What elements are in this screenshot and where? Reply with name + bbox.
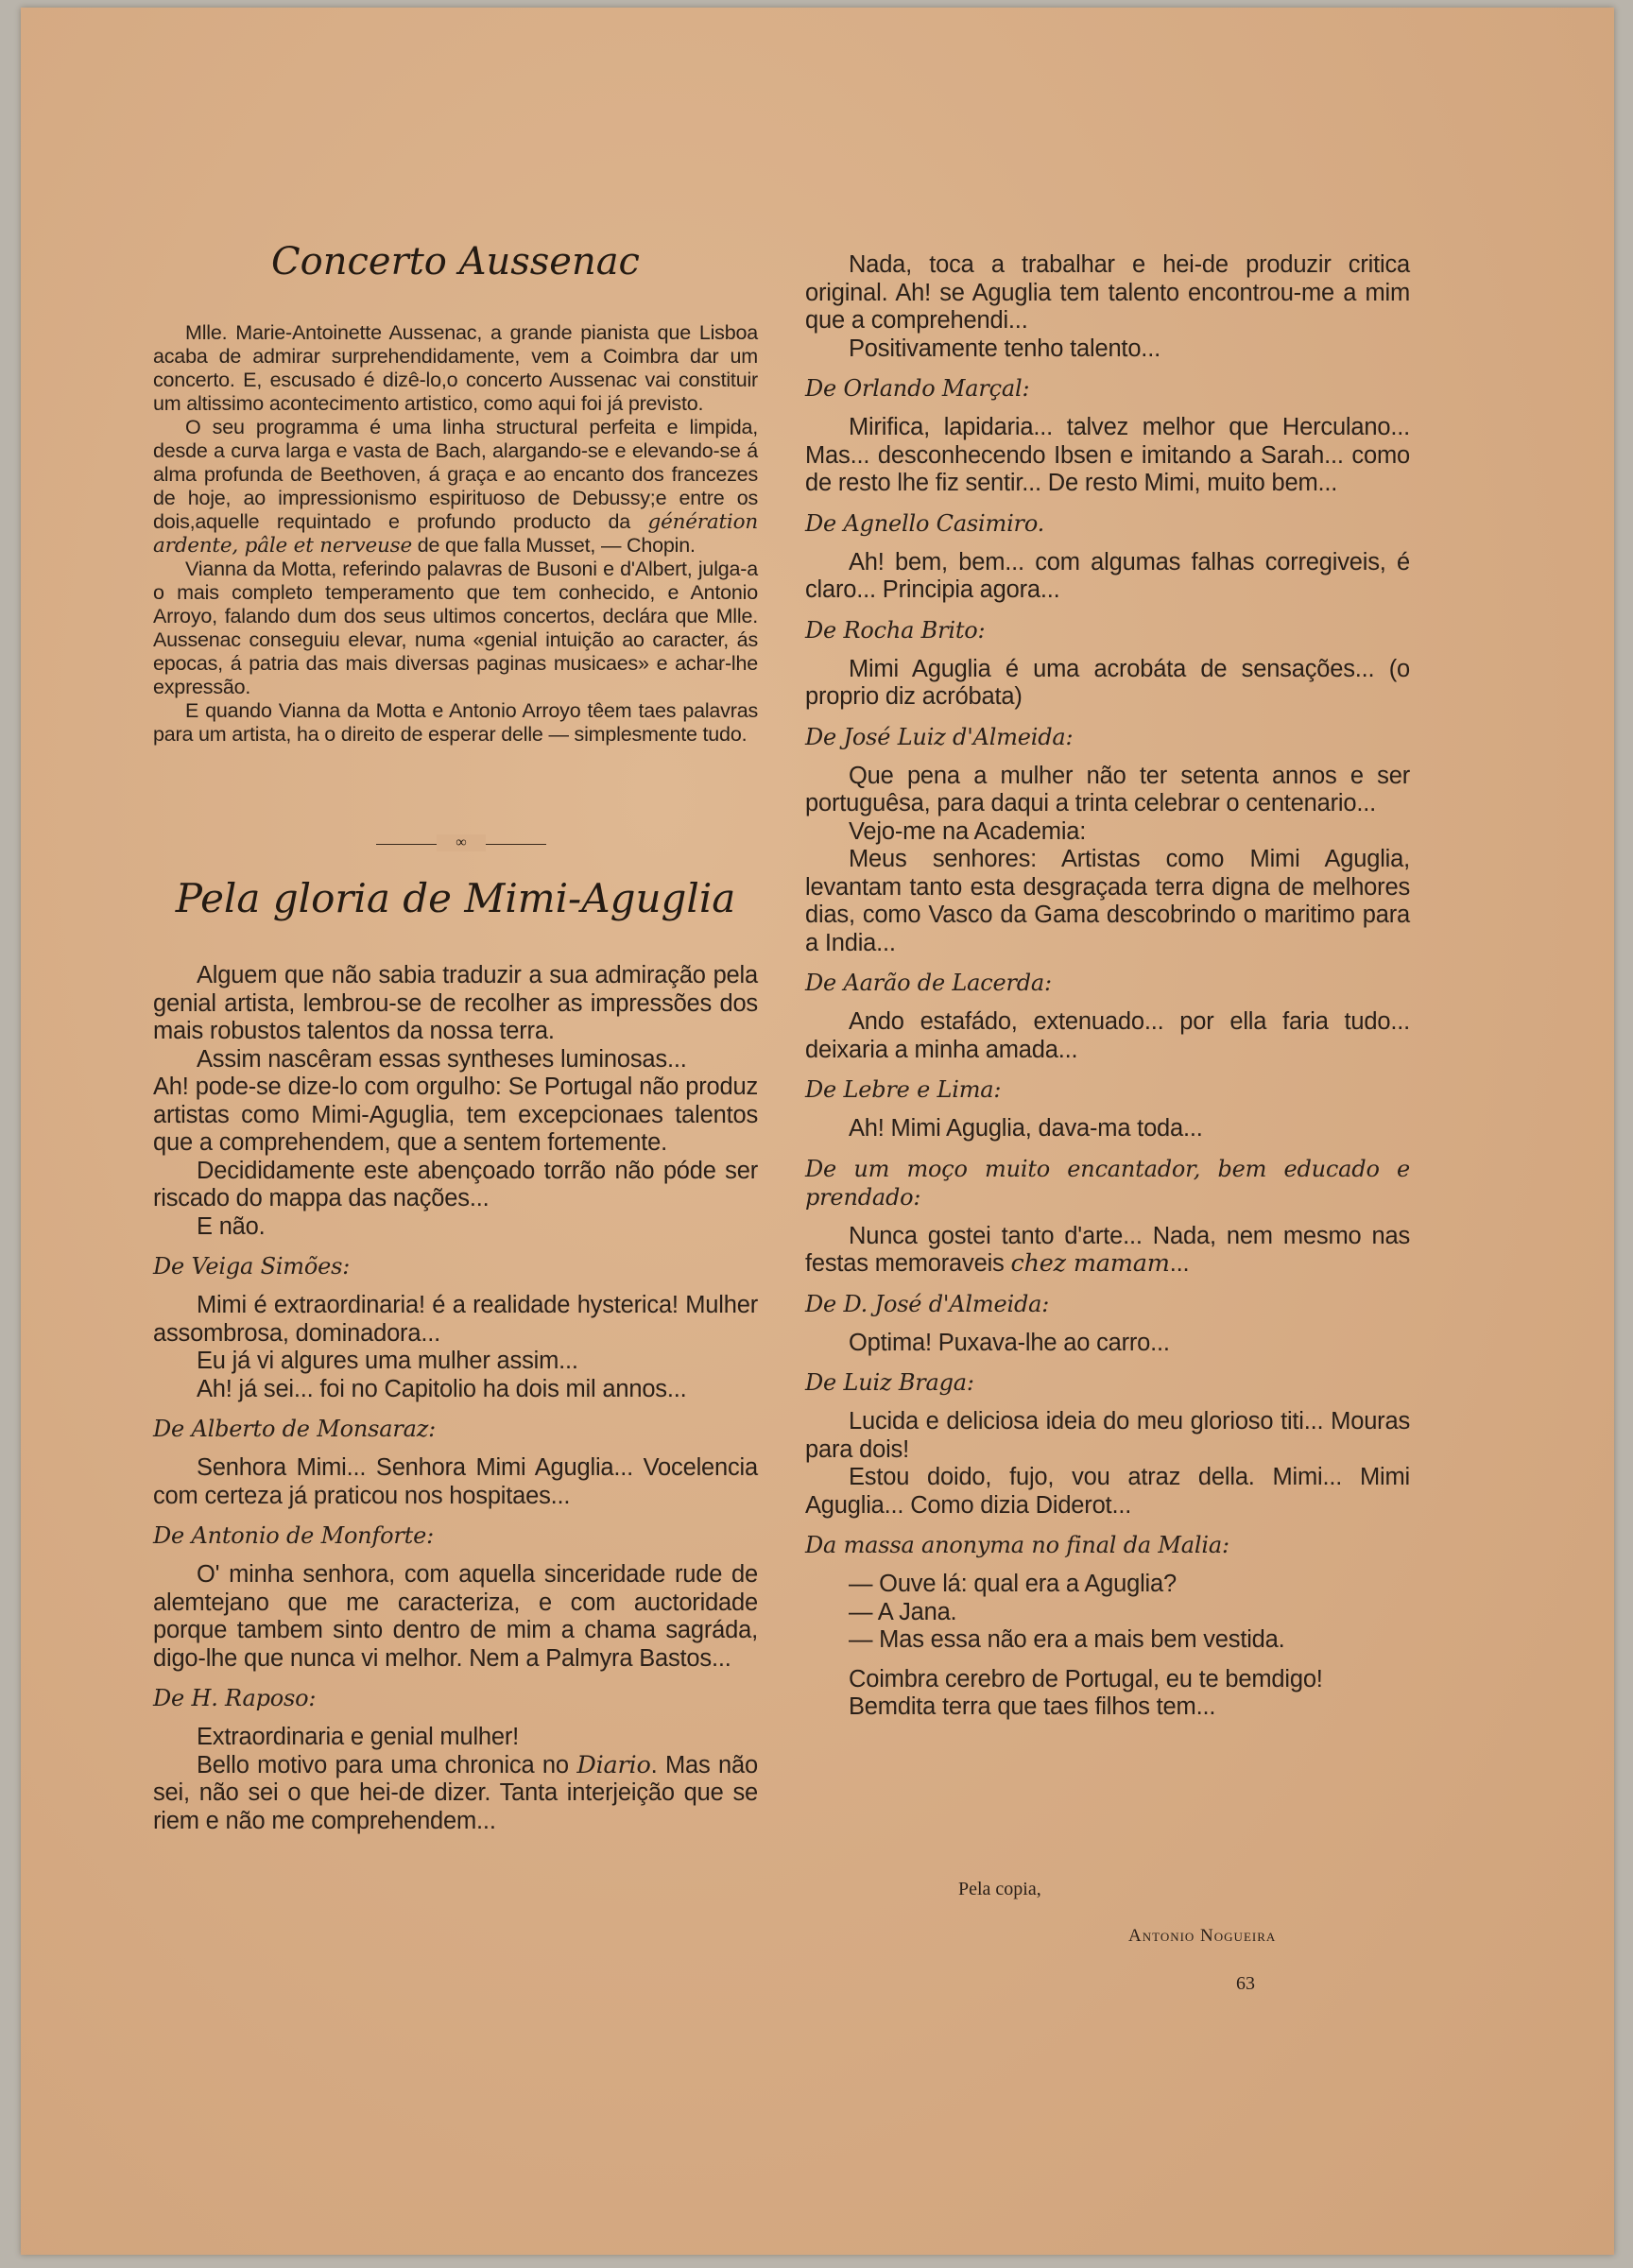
paragraph: Assim nascêram essas syntheses luminosas... [197, 1045, 687, 1073]
quote: Nada, toca a trabalhar e hei-de produzir critica original. Ah! se Aguglia tem talento encontrou-me a mim que a comprehendi... [805, 251, 1410, 334]
quote: Optima! Puxava-lhe ao carro... [849, 1329, 1170, 1356]
concerto-paragraph: O seu programma é uma linha structural perfeita e limpida, desde a curva larga e vasta de Bach, alargando-se e elevando-se á alma profunda de Beethoven, á graça e ao encanto dos francezes de hoje, ao impressionismo espirituoso de Debussy;e entre os dois,aquelle requintado e profundo producto da génération ardente, pâle et nerveuse de que falla Musset, — Chopin. [153, 416, 758, 558]
speaker-heading: De Agnello Casimiro. [805, 509, 1045, 537]
speaker-heading: De Rocha Brito: [805, 616, 986, 644]
quote: Mirifica, lapidaria... talvez melhor que Herculano... Mas... desconhecendo Ibsen e imitando a Sarah... como de resto lhe fiz sentir... De resto Mimi, muito bem... [805, 414, 1410, 496]
quote: Mimi Aguglia é uma acrobáta de sensações... (o proprio diz acróbata) [805, 655, 1410, 710]
divider-ornament: ∞ [437, 834, 486, 851]
quote: Ah! já sei... foi no Capitolio ha dois mil annos... [197, 1375, 687, 1402]
paragraph: E não. [197, 1212, 266, 1240]
paragraph: Alguem que não sabia traduzir a sua admiração pela genial artista, lembrou-se de recolher as impressões dos mais robustos talentos da nossa terra. [153, 962, 758, 1044]
mimi-article-right [805, 251, 1410, 1722]
speaker-heading: De Aarão de Lacerda: [805, 970, 1052, 996]
quote: Meus senhores: Artistas como Mimi Aguglia, levantam tanto esta desgraçada terra digna de melhores dias, como Vasco da Gama descobrindo o maritimo para a India... [805, 846, 1410, 956]
speaker-heading: De H. Raposo: [153, 1685, 317, 1711]
quote: Senhora Mimi... Senhora Mimi Aguglia... Vocelencia com certeza já praticou nos hospitaes... [153, 1454, 758, 1509]
paragraph: Decididamente este abençoado torrão não póde ser riscado do mappa das nações... [153, 1157, 758, 1211]
paragraph: Ah! pode-se dize-lo com orgulho: Se Portugal não produz artistas como Mimi-Aguglia, tem excepcionaes talentos que a comprehendem, que a sentem fortemente. [153, 1074, 758, 1156]
concerto-title: Concerto Aussenac [271, 240, 640, 284]
speaker-heading: De Antonio de Monforte: [153, 1522, 434, 1549]
quote: Que pena a mulher não ter setenta annos e ser portuguêsa, para daqui a trinta celebrar o centenario... [805, 762, 1410, 816]
speaker-heading: De Alberto de Monsaraz: [153, 1416, 437, 1442]
quote: Ando estafádo, extenuado... por ella faria tudo... deixaria a minha amada... [805, 1008, 1410, 1063]
closing-line: Bemdita terra que taes filhos tem... [849, 1693, 1216, 1720]
concerto-paragraph: Mlle. Marie-Antoinette Aussenac, a grande pianista que Lisboa acaba de admirar surprehendidamente, vem a Coimbra dar um concerto. E, escusado é dizê-lo,o concerto Aussenac vai constituir um altissimo acontecimento artistico, como aqui foi já previsto. [153, 321, 758, 415]
quote: Ah! bem, bem... com algumas falhas corregiveis, é claro... Principia agora... [805, 548, 1410, 603]
quote: Bello motivo para uma chronica no Diario. Mas não sei, não sei o que hei-de dizer. Tanta interjeição que se riem e não me comprehendem... [153, 1750, 758, 1834]
speaker-heading: De José Luiz d'Almeida: [805, 723, 1074, 750]
quote: O' minha senhora, com aquella sinceridade rude de alemtejano que me caracteriza, e com auctoridade porque tambem sinto dentro de mim a chama sagráda, digo-lhe que nunca vi melhor. Nem a Palmyra Bastos... [153, 1561, 758, 1672]
speaker-heading: De Veiga Simões: [153, 1253, 351, 1280]
concerto-paragraph: Vianna da Motta, referindo palavras de Busoni e d'Albert, julga-a o mais completo temperamento que tem conhecido, e Antonio Arroyo, falando dum dos seus ultimos concertos, declára que Mlle. Aussenac conseguiu elevar, numa «genial intuição ao caracter, ás epocas, á patria das mais diversas paginas musicaes» e achar-lhe expressão. [153, 558, 758, 698]
quote: Extraordinaria e genial mulher! [197, 1724, 520, 1750]
speaker-heading: De Orlando Marçal: [805, 375, 1030, 402]
author-signature: Antonio Nogueira [1128, 1926, 1277, 1946]
quote: Eu já vi algures uma mulher assim... [197, 1348, 578, 1374]
speaker-heading: De Lebre e Lima: [805, 1076, 1002, 1103]
mimi-title: Pela gloria de Mimi-Aguglia [175, 875, 736, 921]
page-number: 63 [1236, 1973, 1255, 1994]
closing-line: Coimbra cerebro de Portugal, eu te bemdigo! [849, 1665, 1323, 1692]
quote: Nunca gostei tanto d'arte... Nada, nem mesmo nas festas memoraveis chez mamam... [805, 1222, 1410, 1278]
quote: — A Jana. [849, 1598, 957, 1625]
quote: — Ouve lá: qual era a Aguglia? [849, 1571, 1177, 1597]
quote: Ah! Mimi Aguglia, dava-ma toda... [849, 1115, 1203, 1142]
page [21, 8, 1614, 2255]
quote: Mimi é extraordinaria! é a realidade hysterica! Mulher assombrosa, dominadora... [153, 1292, 758, 1347]
speaker-heading: De Luiz Braga: [805, 1369, 974, 1396]
speaker-heading: De D. José d'Almeida: [805, 1290, 1050, 1317]
mimi-article-left [153, 962, 758, 1835]
quote: Lucida e deliciosa ideia do meu glorioso titi... Mouras para dois! [805, 1408, 1410, 1463]
speaker-heading: Da massa anonyma no final da Malia: [805, 1532, 1229, 1558]
concerto-paragraph: E quando Vianna da Motta e Antonio Arroyo têem taes palavras para um artista, ha o direito de esperar delle — simplesmente tudo. [153, 699, 758, 746]
concerto-article [153, 321, 758, 747]
pela-copia: Pela copia, [958, 1879, 1041, 1899]
quote: — Mas essa não era a mais bem vestida. [849, 1626, 1285, 1653]
quote: Vejo-me na Academia: [849, 817, 1087, 845]
quote: Estou doido, fujo, vou atraz della. Mimi... Mimi Aguglia... Como dizia Diderot... [805, 1464, 1410, 1519]
speaker-heading: De um moço muito encantador, bem educado e prendado: [805, 1155, 1410, 1211]
quote: Positivamente tenho talento... [849, 335, 1160, 362]
